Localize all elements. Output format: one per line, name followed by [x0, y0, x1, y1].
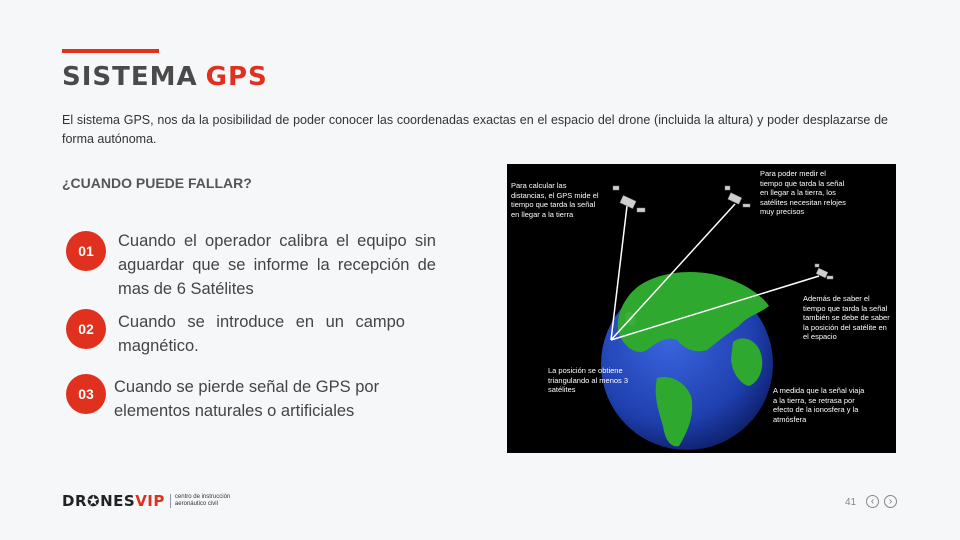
dronesvip-logo — [62, 492, 230, 510]
item-text: Cuando se introduce en un campo magnético. — [118, 313, 405, 355]
chevron-left-icon: ‹ — [870, 495, 875, 507]
title-part-gps: GPS — [205, 62, 268, 92]
item-number-badge: 03 — [66, 374, 106, 414]
page-number: 41 — [845, 497, 857, 508]
annotation-position: Además de saber el tiempo que tarda la señal también se debe de saber la posición del satélite en el espacio — [803, 294, 890, 341]
intro-paragraph: El sistema GPS, nos da la posibilidad de poder conocer las coordenadas exactas en el espacio del drone (incluida la altura) y poder desplazarse de forma autónoma. — [62, 113, 888, 146]
title-part-sistema: SISTEMA — [62, 62, 198, 92]
item-number-badge: 02 — [66, 309, 106, 349]
annotation-triangulation: La posición se obtiene triangulando al menos 3 satélites — [548, 366, 629, 394]
logo-subtitle: centro de instrucción aeronáutico civil — [170, 494, 230, 508]
satellite-1 — [613, 186, 645, 212]
annotation-distance: Para calcular las distancias, el GPS mide el tiempo que tarda la señal en llegar a la tierra — [511, 181, 599, 219]
gps-triangulation-image — [507, 164, 896, 453]
page-title — [62, 62, 268, 92]
logo-wordmark: DR✪NESVIP — [62, 492, 165, 510]
item-number-badge: 01 — [66, 231, 106, 271]
chevron-right-icon: › — [888, 495, 893, 507]
item-text: Cuando el operador calibra el equipo sin aguardar que se informe la recepción de mas de 6 Satélites — [118, 232, 436, 298]
next-slide-button[interactable] — [884, 495, 897, 508]
item-text: Cuando se pierde señal de GPS por elementos naturales o artificiales — [114, 378, 380, 420]
question-heading: ¿CUANDO PUEDE FALLAR? — [62, 175, 252, 191]
annotation-clocks: Para poder medir el tiempo que tarda la señal en llegar a la tierra, los satélites necesitan relojes muy precisos — [760, 169, 846, 216]
annotation-ionosphere: A medida que la señal viaja a la tierra, se retrasa por efecto de la ionosfera y la atmósfera — [773, 386, 865, 424]
satellite-2 — [725, 186, 750, 207]
title-accent-bar — [62, 49, 159, 53]
propeller-icon: ✪ — [87, 492, 101, 510]
prev-slide-button[interactable] — [866, 495, 879, 508]
